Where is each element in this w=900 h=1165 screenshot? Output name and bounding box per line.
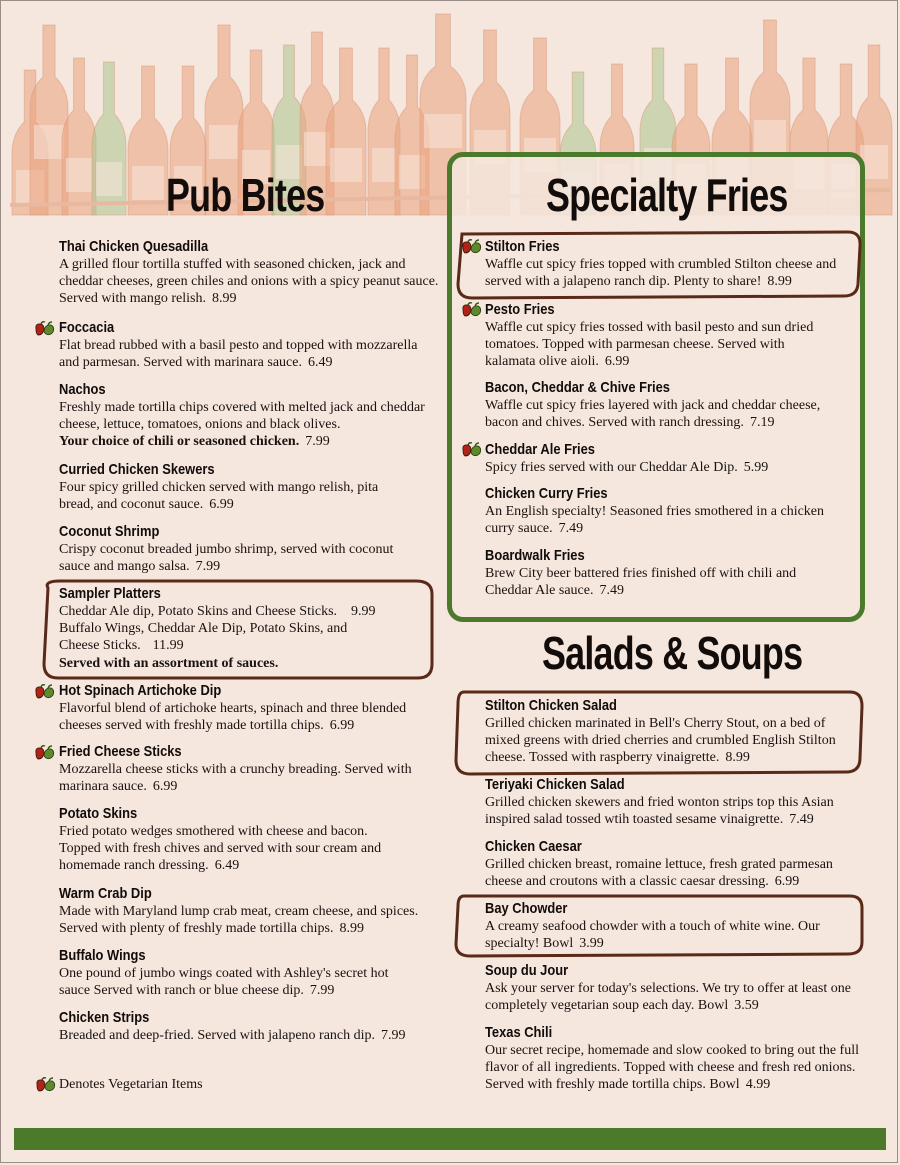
item-name: Thai Chicken Quesadilla	[59, 238, 209, 255]
item-description: Breaded and deep-fried. Served with jalapeno ranch dip. 7.99	[59, 1028, 406, 1043]
item-description: Flavorful blend of artichoke hearts, spinach and three blended cheeses served with freshly made tortilla chips. 6.99	[59, 701, 407, 734]
item-description: Spicy fries served with our Cheddar Ale Dip. 5.99	[485, 460, 769, 475]
item-description: Waffle cut spicy fries topped with crumbled Stilton cheese and served with a jalapeno ranch dip. Plenty to share! 8.99	[485, 257, 837, 290]
menu-item	[59, 805, 409, 875]
bottle-label	[66, 158, 92, 192]
item-description: One pound of jumbo wings coated with Ashley's secret hot sauce Served with ranch or blue cheese dip. 7.99	[59, 966, 389, 999]
item-note: Served with an assortment of sauces.	[59, 655, 279, 671]
menu-item	[59, 319, 429, 371]
item-price: 7.99	[309, 983, 335, 999]
menu-item	[59, 523, 421, 575]
item-name: Curried Chicken Skewers	[59, 461, 215, 478]
item-description: Cheddar Ale dip, Potato Skins and Cheese Sticks. 9.99	[59, 604, 376, 619]
item-description: Buffalo Wings, Cheddar Ale Dip, Potato Skins, and Cheese Sticks. 11.99	[59, 621, 348, 654]
item-price: 7.49	[599, 583, 624, 599]
menu-item	[485, 962, 860, 1014]
pepper-icon	[33, 320, 57, 338]
pepper-icon	[34, 1076, 58, 1094]
item-name: Fried Cheese Sticks	[59, 743, 182, 760]
item-price: 7.19	[749, 415, 775, 431]
item-name: Stilton Chicken Salad	[485, 697, 617, 714]
bottle-label	[372, 148, 396, 182]
item-description: Fried potato wedges smothered with cheese and bacon. Topped with fresh chives and served with sour cream and homemade ranch dressing. 6.49	[59, 824, 382, 874]
item-name: Bacon, Cheddar & Chive Fries	[485, 379, 670, 396]
item-name: Warm Crab Dip	[59, 885, 152, 902]
item-name: Chicken Caesar	[485, 838, 582, 855]
item-price: 6.99	[604, 354, 630, 370]
item-name: Potato Skins	[59, 805, 138, 822]
menu-item	[485, 379, 851, 431]
pepper-icon	[33, 744, 57, 762]
item-description: Flat bread rubbed with a basil pesto and topped with mozzarella and parmesan. Served with marinara sauce. 6.49	[59, 338, 418, 371]
item-name: Soup du Jour	[485, 962, 569, 979]
item-name: Buffalo Wings	[59, 947, 146, 964]
item-description: Made with Maryland lump crab meat, cream cheese, and spices. Served with plenty of freshly made tortilla chips. 8.99	[59, 904, 419, 937]
menu-item	[59, 381, 431, 451]
item-price: 6.99	[329, 718, 355, 734]
bottle-label	[96, 162, 122, 196]
item-price: 7.49	[558, 521, 584, 537]
item-name: Teriyaki Chicken Salad	[485, 776, 625, 793]
item-name: Stilton Fries	[485, 238, 560, 255]
bottle-silhouette	[326, 48, 366, 215]
item-price: 6.99	[209, 497, 234, 513]
pepper-icon	[460, 238, 484, 256]
menu-item	[485, 441, 851, 476]
bottle-label	[754, 120, 786, 154]
menu-item	[485, 776, 850, 828]
item-description: Waffle cut spicy fries layered with jack and cheddar cheese, bacon and chives. Served with ranch dressing. 7.19	[485, 398, 821, 431]
item-description: Our secret recipe, homemade and slow cooked to bring out the full flavor of all ingredients. Topped with cheese and fresh red onions. Served with freshly made tortilla chips. Bowl 4.99	[485, 1043, 859, 1093]
item-name: Nachos	[59, 381, 106, 398]
menu-item	[485, 547, 830, 599]
item-price: 4.99	[745, 1077, 771, 1093]
item-description: A creamy seafood chowder with a touch of white wine. Our specialty! Bowl 3.99	[485, 919, 820, 952]
item-description: Grilled chicken skewers and fried wonton strips top this Asian inspired salad tossed wtih toasted sesame vinaigrette. 7.49	[485, 795, 834, 828]
item-price: 7.49	[789, 812, 814, 828]
item-price: 9.99	[351, 604, 376, 619]
item-name: Foccacia	[59, 319, 115, 336]
menu-item	[485, 900, 850, 952]
item-name: Texas Chili	[485, 1024, 553, 1041]
bottle-label	[132, 166, 164, 200]
item-name: Chicken Curry Fries	[485, 485, 608, 502]
item-price: 8.99	[767, 274, 792, 290]
item-name: Bay Chowder	[485, 900, 568, 917]
menu-item-sampler	[59, 585, 429, 672]
bottle-label	[209, 125, 239, 159]
item-name: Chicken Strips	[59, 1009, 150, 1026]
menu-item	[485, 838, 860, 890]
bottle-label	[424, 114, 462, 148]
pepper-icon	[460, 301, 484, 319]
item-price: 7.99	[381, 1028, 406, 1043]
footer-bar	[14, 1128, 886, 1150]
item-price: 6.49	[307, 355, 333, 371]
bottle-label	[34, 125, 64, 159]
item-description: Grilled chicken marinated in Bell's Cherry Stout, on a bed of mixed greens with dried cherries and crumbled English Stilton cheese. Tossed with raspberry vinaigrette. 8.99	[485, 716, 836, 766]
item-description: Four spicy grilled chicken served with mango relish, pita bread, and coconut sauce. 6.99	[59, 480, 379, 513]
item-description: Crispy coconut breaded jumbo shrimp, served with coconut sauce and mango salsa. 7.99	[59, 542, 394, 575]
item-price: 6.49	[214, 858, 240, 874]
item-name: Hot Spinach Artichoke Dip	[59, 682, 222, 699]
menu-item	[485, 1024, 860, 1094]
item-description: Brew City beer battered fries finished off with chili and Cheddar Ale sauce. 7.49	[485, 566, 797, 599]
salads-soups-title: Salads & Soups	[542, 627, 803, 679]
item-price: 6.99	[152, 779, 178, 795]
item-price: 6.99	[774, 874, 800, 890]
menu-item	[59, 461, 409, 513]
specialty-fries-title: Specialty Fries	[546, 169, 788, 221]
item-price: 8.99	[725, 750, 750, 766]
item-description: Mozzarella cheese sticks with a crunchy breading. Served with marinara sauce. 6.99	[59, 762, 412, 795]
item-description: Ask your server for today's selections. We try to offer at least one completely vegetarian soup each day. Bowl 3.59	[485, 981, 851, 1014]
item-price: 3.99	[579, 936, 604, 952]
menu-item	[59, 1009, 439, 1044]
item-price: 5.99	[743, 460, 769, 475]
menu-item	[59, 682, 437, 734]
menu-item	[59, 238, 439, 308]
legend-text: Denotes Vegetarian Items	[59, 1077, 203, 1092]
item-description: An English specialty! Seasoned fries smothered in a chicken curry sauce. 7.49	[485, 504, 825, 537]
item-description: Freshly made tortilla chips covered with melted jack and cheddar cheese, lettuce, tomatoes, onions and black olives. Your choice of chili or seasoned chicken. 7.99	[59, 400, 425, 450]
menu-item	[485, 301, 820, 371]
item-name: Pesto Fries	[485, 301, 555, 318]
item-name: Coconut Shrimp	[59, 523, 160, 540]
pub-bites-title: Pub Bites	[166, 169, 325, 221]
item-name: Cheddar Ale Fries	[485, 441, 595, 458]
item-description: A grilled flour tortilla stuffed with seasoned chicken, jack and cheddar cheeses, green chiles and onions with a spicy peanut sauce. Served with mango relish. 8.99	[59, 257, 439, 307]
menu-item	[485, 697, 860, 767]
item-price: 11.99	[152, 638, 184, 654]
pepper-icon	[460, 441, 484, 459]
bottle-label	[330, 148, 362, 182]
pepper-icon	[33, 683, 57, 701]
menu-item	[485, 485, 851, 537]
menu-item	[59, 743, 437, 795]
item-note: Your choice of chili or seasoned chicken.	[59, 434, 300, 450]
menu-item	[59, 885, 437, 937]
item-name: Sampler Platters	[59, 585, 161, 602]
item-price: 8.99	[339, 921, 364, 937]
item-price: 7.99	[305, 434, 330, 450]
menu-item	[485, 238, 860, 290]
item-price: 3.59	[734, 998, 759, 1014]
menu-item	[59, 947, 419, 999]
item-name: Boardwalk Fries	[485, 547, 585, 564]
item-price: 8.99	[211, 291, 237, 307]
item-description: Grilled chicken breast, romaine lettuce, fresh grated parmesan cheese and croutons with a classic caesar dressing. 6.99	[485, 857, 833, 890]
item-price: 7.99	[195, 559, 221, 575]
item-description: Waffle cut spicy fries tossed with basil pesto and sun dried tomatoes. Topped with parmesan cheese. Served with kalamata olive aioli. 6.99	[485, 320, 814, 370]
